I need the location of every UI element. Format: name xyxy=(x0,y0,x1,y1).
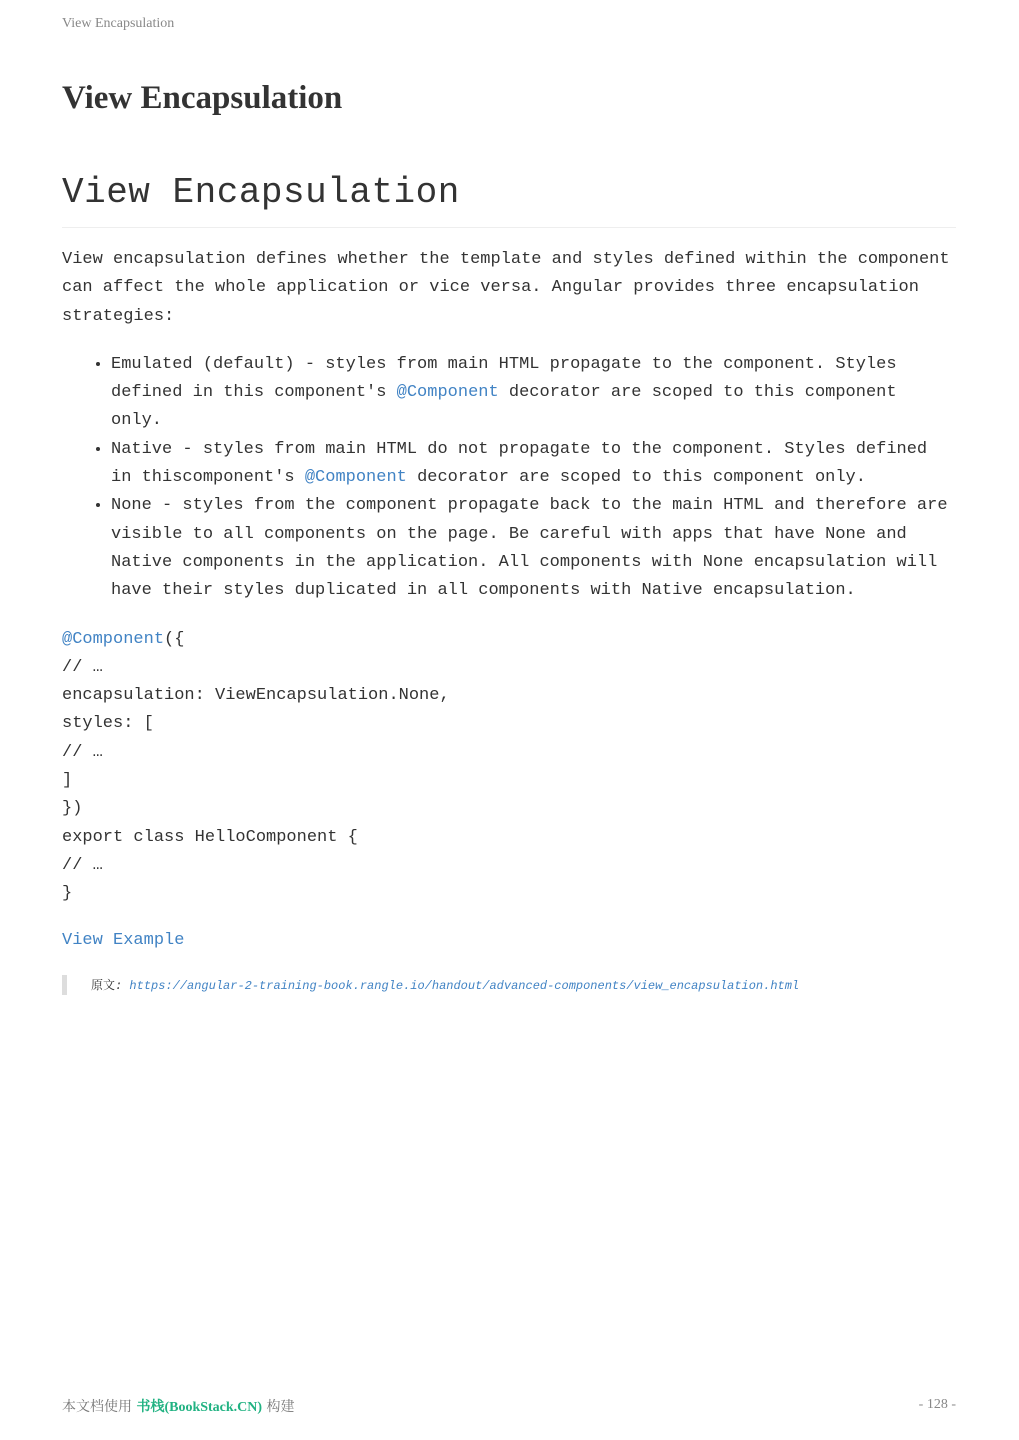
list-item-native xyxy=(111,436,956,493)
intro-paragraph: View encapsulation defines whether the template and styles defined within the component can affect the whole application or vice versa. Angular provides three encapsulation strategies: xyxy=(62,250,950,326)
section-title: View Encapsulation xyxy=(62,172,460,213)
footer-prefix: 本文档使用 xyxy=(62,1399,137,1415)
source-blockquote xyxy=(62,975,956,995)
code-line: // … xyxy=(62,742,103,762)
list-item-text: Native - styles from main HTML do not propagate to the component. Styles defined in thiscomponent's xyxy=(111,439,928,488)
code-block xyxy=(62,626,956,909)
page-title: View Encapsulation xyxy=(62,80,343,116)
source-url-link[interactable]: https://angular-2-training-book.rangle.io/handout/advanced-components/view_encapsulation.html xyxy=(129,978,800,993)
code-line: }) xyxy=(62,799,83,819)
code-line: encapsulation: ViewEncapsulation.None, xyxy=(62,686,450,706)
component-decorator-link[interactable]: @Component xyxy=(396,383,499,403)
footer-suffix: 构建 xyxy=(262,1399,295,1415)
code-line: ] xyxy=(62,771,73,791)
list-item-none xyxy=(111,492,956,605)
page-number: - 128 - xyxy=(918,1397,956,1412)
running-header: View Encapsulation xyxy=(62,16,175,31)
source-separator: : xyxy=(115,978,130,993)
strategy-list xyxy=(62,351,956,606)
list-item-text: decorator are scoped to this component only. xyxy=(111,383,897,431)
code-decorator-link[interactable]: @Component xyxy=(62,629,165,649)
list-item-emulated xyxy=(111,351,956,436)
view-example-link[interactable]: View Example xyxy=(62,930,185,950)
code-line: // … xyxy=(62,855,103,875)
component-decorator-link[interactable]: @Component xyxy=(304,468,407,488)
code-line: } xyxy=(62,884,73,904)
code-line: // … xyxy=(62,657,103,677)
list-item-text: None - styles from the component propagate back to the main HTML and therefore are visible to all components on the page. Be careful with apps that have None and Native components in the application. All components with None encapsulation will have their styles duplicated in all components with Native encapsulation. xyxy=(111,496,948,601)
code-line: styles: [ xyxy=(62,714,154,734)
list-item-text: Emulated (default) - styles from main HTML propagate to the component. Styles defined in this component's xyxy=(111,354,897,403)
article-body xyxy=(62,246,956,995)
source-label: 原文 xyxy=(91,977,116,992)
code-text: ({ xyxy=(164,629,185,649)
section-divider xyxy=(62,227,956,228)
footer-credit xyxy=(62,1396,295,1416)
code-line xyxy=(62,626,956,654)
list-item-text: decorator are scoped to this component only. xyxy=(406,468,866,488)
footer-brand-link[interactable]: 书栈(BookStack.CN) xyxy=(136,1400,263,1415)
code-line: export class HelloComponent { xyxy=(62,827,358,847)
